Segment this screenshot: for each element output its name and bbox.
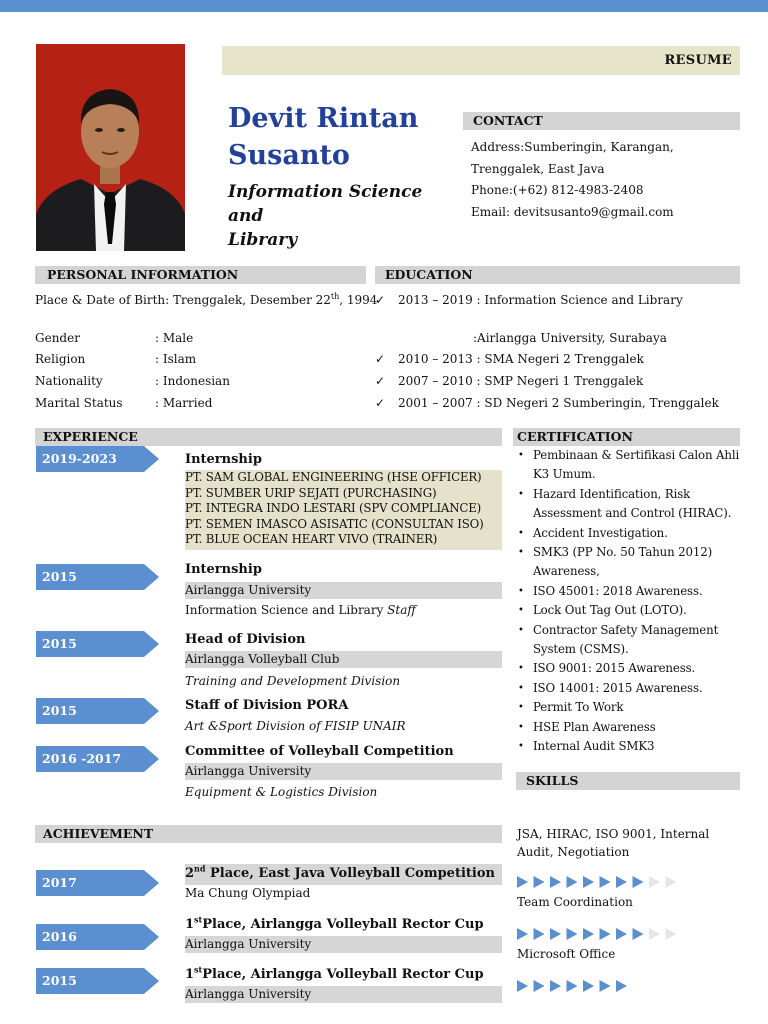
personal-info-heading: PERSONAL INFORMATION	[35, 266, 366, 284]
company-line: PT. INTEGRA INDO LESTARI (SPV COMPLIANCE)	[185, 501, 482, 515]
company-line: PT. SAM GLOBAL ENGINEERING (HSE OFFICER)	[185, 470, 482, 484]
experience-title: Internship	[185, 562, 262, 577]
personal-value: : Male	[155, 331, 194, 345]
rank: 2	[185, 866, 195, 881]
check-icon: ✓	[375, 293, 386, 307]
resume-banner	[222, 46, 740, 75]
certification-text: Internal Audit SMK3	[533, 739, 655, 754]
education-text: :Airlangga University, Surabaya	[473, 331, 667, 345]
year-arrow	[36, 698, 159, 724]
experience-org: Airlangga University	[185, 763, 502, 780]
skill-marker-filled	[633, 876, 644, 888]
skill-triangles	[517, 927, 682, 941]
skill-marker-filled	[517, 876, 528, 888]
check-icon: ✓	[375, 352, 386, 366]
education-item	[473, 331, 667, 345]
bullet-icon: •	[518, 682, 524, 694]
certification-text: ISO 14001: 2015 Awareness.	[533, 680, 703, 695]
year-label: 2015	[42, 703, 77, 718]
rank: 1	[185, 967, 195, 982]
check-icon: ✓	[375, 396, 386, 410]
contact-details	[471, 137, 741, 223]
personal-label: Religion	[35, 352, 86, 366]
personal-label: Gender	[35, 331, 80, 345]
birth-sup: th	[330, 292, 340, 301]
personal-label: Marital Status	[35, 396, 123, 410]
education-text: 2010 – 2013 : SMA Negeri 2 Trenggalek	[398, 352, 644, 366]
bullet-icon: •	[518, 527, 524, 539]
personal-label: Nationality	[35, 374, 103, 388]
skill-level-bar	[517, 875, 682, 889]
resume-label: RESUME	[664, 53, 732, 68]
year-label: 2015	[42, 569, 77, 584]
candidate-field	[228, 180, 458, 252]
skill-marker-filled	[534, 928, 545, 940]
achievement-sub: Airlangga University	[185, 937, 312, 951]
personal-value: : Indonesian	[155, 374, 230, 388]
contact-email: Email: devitsusanto9@gmail.com	[471, 204, 674, 219]
year-label: 2015	[42, 636, 77, 651]
year-arrow	[36, 446, 159, 472]
skill-marker-empty	[666, 928, 677, 940]
certification-text: ISO 45001: 2018 Awareness.	[533, 583, 703, 598]
skill-marker-filled	[517, 980, 528, 992]
skill-marker-filled	[633, 928, 644, 940]
skill-marker-filled	[550, 928, 561, 940]
field-line-2: Library	[228, 230, 298, 250]
skill-label: JSA, HIRAC, ISO 9001, Internal Audit, Negotiation	[517, 827, 710, 859]
achievement-text: Place, Airlangga Volleyball Rector Cup	[202, 917, 484, 932]
skill-marker-filled	[583, 980, 594, 992]
bullet-icon: •	[518, 702, 524, 714]
certification-item	[517, 485, 741, 524]
company-line: PT. SUMBER URIP SEJATI (PURCHASING)	[185, 485, 437, 500]
skill-marker-filled	[600, 980, 611, 992]
bullet-icon: •	[518, 663, 524, 675]
year-arrow	[36, 564, 159, 590]
year-label: 2016 -2017	[42, 751, 122, 766]
certification-text: Lock Out Tag Out (LOTO).	[533, 603, 687, 618]
certification-item	[517, 659, 741, 678]
certification-text: SMK3 (PP No. 50 Tahun 2012) Awareness,	[533, 545, 713, 579]
certification-item	[517, 601, 741, 620]
skill-marker-filled	[517, 928, 528, 940]
education-heading: EDUCATION	[375, 266, 740, 284]
desc-italic: Staff	[387, 603, 416, 617]
bullet-icon: •	[518, 585, 524, 597]
certification-text: Accident Investigation.	[533, 525, 668, 540]
achievement-text: Place, East Java Volleyball Competition	[205, 866, 495, 881]
skill-triangles	[517, 875, 682, 889]
certification-list	[517, 446, 741, 757]
education-text: 2013 – 2019 : Information Science and Library	[398, 293, 683, 307]
experience-desc: Art &Sport Division of FISIP UNAIR	[185, 719, 406, 733]
bullet-icon: •	[518, 488, 524, 500]
bullet-icon: •	[518, 547, 524, 559]
skill-marker-empty	[649, 928, 660, 940]
certification-item	[517, 737, 741, 756]
skill-marker-empty	[666, 876, 677, 888]
birth-suffix: , 1994	[339, 293, 378, 307]
certification-item	[517, 679, 741, 698]
certification-item	[517, 698, 741, 717]
education-text: 2007 – 2010 : SMP Negeri 1 Trenggalek	[398, 374, 644, 388]
skill-label: Team Coordination	[517, 895, 633, 909]
skill-marker-filled	[616, 980, 627, 992]
year-arrow	[36, 746, 159, 772]
skill-marker-filled	[567, 928, 578, 940]
skill-marker-filled	[583, 928, 594, 940]
skill-marker-empty	[649, 876, 660, 888]
achievement-sub: Ma Chung Olympiad	[185, 886, 311, 900]
rank-sup: st	[194, 914, 203, 925]
year-arrow	[36, 631, 159, 657]
certification-item	[517, 524, 741, 543]
personal-value: : Islam	[155, 352, 197, 366]
skill-marker-filled	[600, 876, 611, 888]
contact-address-line-1: Address:Sumberingin, Karangan,	[471, 140, 674, 154]
year-label: 2016	[42, 929, 77, 944]
certification-item	[517, 582, 741, 601]
certification-text: HSE Plan Awareness	[533, 719, 656, 734]
rank: 1	[185, 917, 195, 932]
desc-plain: Information Science and Library	[185, 603, 388, 617]
certification-text: ISO 9001: 2015 Awareness.	[533, 661, 696, 676]
skill-label: Microsoft Office	[517, 947, 616, 961]
skill-marker-filled	[550, 876, 561, 888]
candidate-name	[228, 100, 468, 174]
contact-address-line-2: Trenggalek, East Java	[471, 161, 605, 176]
bullet-icon: •	[518, 605, 524, 617]
experience-desc: Equipment & Logistics Division	[185, 785, 378, 799]
year-label: 2015	[42, 973, 77, 988]
company-line: PT. BLUE OCEAN HEART VIVO (TRAINER)	[185, 532, 438, 546]
education-text: 2001 – 2007 : SD Negeri 2 Sumberingin, Trenggalek	[398, 396, 719, 410]
skill-level-bar	[517, 979, 633, 993]
certification-text: Hazard Identification, Risk Assessment and Control (HIRAC).	[533, 486, 732, 521]
achievement-sub: Airlangga University	[185, 987, 312, 1001]
personal-value: : Married	[155, 396, 213, 410]
experience-org: Airlangga University	[185, 582, 502, 599]
contact-phone: Phone:(+62) 812-4983-2408	[471, 183, 644, 197]
year-arrow	[36, 968, 159, 994]
birth-info	[35, 293, 377, 307]
experience-title: Committee of Volleyball Competition	[185, 744, 454, 759]
bullet-icon: •	[518, 624, 524, 636]
year-label: 2017	[42, 875, 77, 890]
skill-marker-filled	[534, 876, 545, 888]
top-accent-bar	[0, 0, 768, 12]
certification-text: Permit To Work	[533, 700, 624, 715]
year-arrow	[36, 924, 159, 950]
skill-marker-filled	[534, 980, 545, 992]
experience-title: Staff of Division PORA	[185, 698, 349, 713]
bullet-icon: •	[518, 721, 524, 733]
certification-heading: CERTIFICATION	[513, 428, 740, 446]
name-line-2: Susanto	[228, 140, 350, 171]
internship-companies	[185, 470, 502, 550]
year-arrow	[36, 870, 159, 896]
profile-photo	[36, 44, 185, 251]
birth-prefix: Place & Date of Birth: Trenggalek, Desember 22	[35, 293, 331, 307]
experience-desc	[185, 603, 416, 617]
skill-marker-filled	[600, 928, 611, 940]
skill-marker-filled	[616, 876, 627, 888]
certification-text: Pembinaan & Sertifikasi Calon Ahli K3 Umum.	[533, 448, 740, 482]
skills-heading: SKILLS	[516, 772, 740, 790]
skill-triangles	[517, 979, 633, 993]
skill-marker-filled	[567, 980, 578, 992]
certification-item	[517, 621, 741, 660]
year-label: 2019-2023	[42, 451, 117, 466]
certification-text: Contractor Safety Management System (CSMS).	[533, 622, 719, 657]
certification-item	[517, 543, 741, 582]
field-line-1: Information Science and	[228, 182, 423, 226]
check-icon: ✓	[375, 374, 386, 388]
name-line-1: Devit Rintan	[228, 103, 419, 134]
experience-title: Internship	[185, 452, 262, 467]
certification-item	[517, 718, 741, 737]
contact-heading: CONTACT	[463, 112, 740, 130]
experience-org: Airlangga Volleyball Club	[185, 651, 502, 668]
achievement-title	[185, 914, 484, 932]
achievement-heading: ACHIEVEMENT	[35, 825, 502, 843]
achievement-title	[185, 964, 484, 982]
skill-marker-filled	[583, 876, 594, 888]
experience-desc: Training and Development Division	[185, 674, 401, 688]
bullet-icon: •	[518, 741, 524, 753]
certification-item	[517, 446, 741, 485]
company-line: PT. SEMEN IMASCO ASISATIC (CONSULTAN ISO)	[185, 516, 484, 531]
rank-sup: st	[194, 964, 203, 975]
skill-marker-filled	[550, 980, 561, 992]
skill-marker-filled	[567, 876, 578, 888]
skill-marker-filled	[616, 928, 627, 940]
experience-title: Head of Division	[185, 632, 306, 647]
achievement-text: Place, Airlangga Volleyball Rector Cup	[202, 967, 484, 982]
achievement-title	[185, 863, 495, 881]
rank-sup: nd	[194, 863, 206, 874]
experience-heading: EXPERIENCE	[35, 428, 502, 446]
bullet-icon: •	[518, 450, 524, 461]
skill-level-bar	[517, 927, 682, 941]
